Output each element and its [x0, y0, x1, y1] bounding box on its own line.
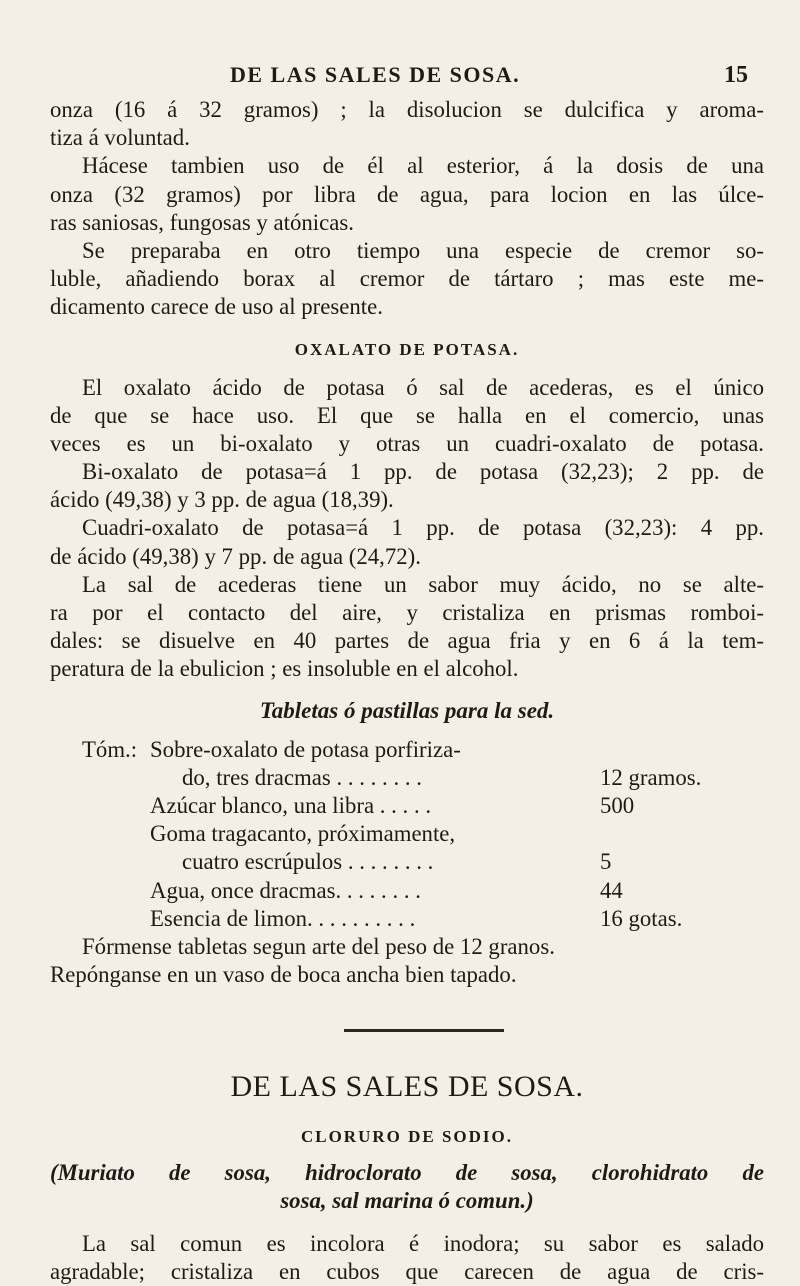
recipe-item-line: [50, 764, 764, 792]
paragraph-cuadri-oxalato: [50, 514, 764, 570]
heading-cloruro-de-sodio: CLORURO DE SODIO.: [300, 1127, 514, 1147]
recipe-item-text: Azúcar blanco, una libra . . . . .: [150, 792, 432, 818]
text-line: ra por el contacto del aire, y cristaliza en prismas romboi-: [50, 600, 764, 625]
paragraph-sal-de-acederas: [50, 571, 764, 684]
section-divider-wrap: [50, 989, 764, 1065]
page-body: [50, 96, 764, 1286]
text-line: ácido (49,38) y 3 pp. de agua (18,39).: [50, 487, 394, 513]
paragraph-sal-comun: [50, 1230, 764, 1286]
text-line: peratura de la ebulicion ; es insoluble en el alcohol.: [50, 656, 519, 682]
recipe-item: [50, 877, 764, 905]
recipe-item-text: do, tres dracmas . . . . . . . .: [182, 764, 422, 790]
text-line: La sal comun es incolora é inodora; su sabor es salado: [82, 1230, 764, 1256]
recipe-amount: 12 gramos.: [600, 764, 702, 790]
running-title: DE LAS SALES DE SOSA.: [230, 62, 521, 87]
recipe-item-text: cuatro escrúpulos . . . . . . . .: [182, 849, 434, 875]
text-line: dales: se disuelve en 40 partes de agua fria y en 6 á la tem-: [50, 628, 764, 654]
running-head: [0, 62, 800, 92]
heading-tabletas: Tabletas ó pastillas para la sed.: [259, 697, 555, 723]
text-line: luble, añadiendo borax al cremor de tártaro ; mas este me-: [50, 266, 764, 292]
paragraph-oxalato-acido: [50, 374, 764, 459]
text-line: Se preparaba en otro tiempo una especie de cremor so-: [82, 237, 764, 263]
recipe-amount: 5: [600, 849, 612, 875]
synonyms-block: [50, 1159, 764, 1215]
recipe-item: [50, 736, 764, 764]
recipe-tom-label: Tóm.:: [82, 736, 138, 762]
recipe-amount: 500: [600, 792, 635, 818]
recipe-item-text: Sobre-oxalato de potasa porfiriza-: [150, 736, 461, 762]
text-line: sosa, sal marina ó comun.): [280, 1188, 534, 1214]
recipe-item-text: Esencia de limon. . . . . . . . . .: [150, 905, 416, 931]
text-line: onza (16 á 32 gramos) ; la disolucion se dulcifica y aroma-: [50, 97, 764, 122]
text-line: Bi-oxalato de potasa=á 1 pp. de potasa (32,23); 2 pp. de: [82, 459, 764, 485]
text-line: (Muriato de sosa, hidroclorato de sosa, clorohidrato de: [50, 1160, 764, 1186]
text-line: Cuadri-oxalato de potasa=á 1 pp. de potasa (32,23): 4 pp.: [82, 515, 764, 541]
text-line: La sal de acederas tiene un sabor muy ácido, no se alte-: [82, 571, 764, 597]
section-divider-rule: [344, 1029, 504, 1032]
text-line: tiza á voluntad.: [50, 125, 190, 151]
recipe-amount: 44: [600, 877, 623, 903]
text-line: Repónganse en un vaso de boca ancha bien tapado.: [50, 962, 517, 988]
recipe-item-text: Goma tragacanto, próximamente,: [150, 821, 456, 847]
heading-oxalato-de-potasa: OXALATO DE POTASA.: [294, 339, 520, 359]
recipe-item: [50, 792, 764, 820]
text-line: onza (32 gramos) por libra de agua, para locion en las úlce-: [50, 181, 764, 207]
text-line: de que se hace uso. El que se halla en el comercio, unas: [50, 402, 764, 428]
paragraph-bi-oxalato: [50, 458, 764, 514]
paragraph-uso-esterior: [50, 152, 764, 237]
text-line: El oxalato ácido de potasa ó sal de acederas, es el único: [82, 374, 764, 400]
paragraph-cremor-soluble: [50, 237, 764, 322]
text-line: Fórmense tabletas segun arte del peso de 12 granos.: [82, 933, 555, 959]
recipe-item-text: Agua, once dracmas. . . . . . . .: [150, 877, 421, 903]
text-line: Hácese tambien uso de él al esterior, á la dosis de una: [82, 153, 764, 179]
text-line: de ácido (49,38) y 7 pp. de agua (24,72).: [50, 543, 421, 569]
paragraph-recipe-closing: [50, 933, 764, 989]
text-line: agradable; cristaliza en cubos que carecen de agua de cris-: [50, 1258, 764, 1284]
recipe-item-line: [50, 848, 764, 876]
heading-de-las-sales-de-sosa: DE LAS SALES DE SOSA.: [230, 1070, 584, 1104]
recipe-item: [50, 905, 764, 933]
page-number: 15: [724, 62, 748, 88]
recipe-block: [50, 736, 764, 933]
paragraph-disolucion: [50, 96, 764, 152]
recipe-item: [50, 820, 764, 848]
text-line: dicamento carece de uso al presente.: [50, 294, 383, 320]
recipe-amount: 16 gotas.: [600, 905, 683, 931]
text-line: veces es un bi-oxalato y otras un cuadri-oxalato de potasa.: [50, 430, 764, 456]
text-line: ras saniosas, fungosas y atónicas.: [50, 209, 354, 235]
